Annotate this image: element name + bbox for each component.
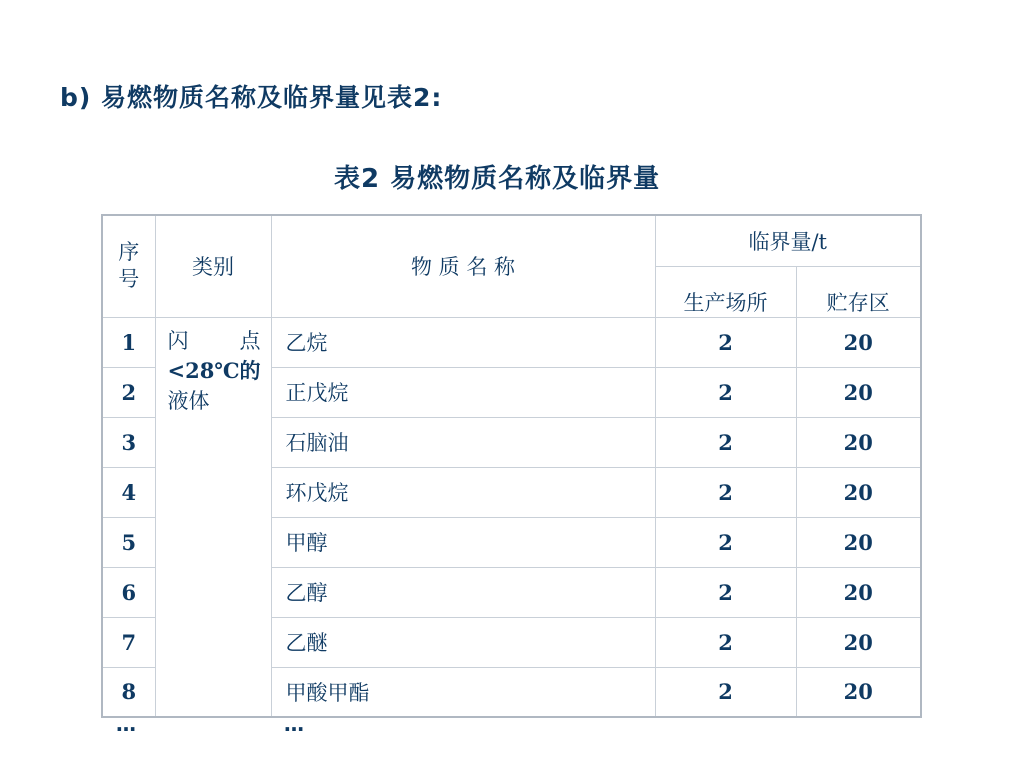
row-name: 石脑油 <box>271 417 655 467</box>
category-text-a: 闪 <box>167 328 189 353</box>
header-name: 物 质 名 称 <box>271 215 655 317</box>
row-name: 甲酸甲酯 <box>271 667 655 717</box>
ellipsis-no: … <box>116 712 137 736</box>
row-storage: 20 <box>796 367 921 417</box>
table-caption: 表2 易燃物质名称及临界量 <box>334 164 661 194</box>
header-no <box>102 215 155 317</box>
row-storage: 20 <box>796 467 921 517</box>
row-name: 乙醇 <box>271 567 655 617</box>
header-category: 类别 <box>155 215 271 317</box>
category-line1 <box>168 326 261 356</box>
row-name: 正戊烷 <box>271 367 655 417</box>
row-production: 2 <box>655 517 796 567</box>
row-production: 2 <box>655 417 796 467</box>
row-name: 甲醇 <box>271 517 655 567</box>
row-production: 2 <box>655 567 796 617</box>
category-line2: <28℃的 <box>167 357 261 383</box>
row-production: 2 <box>655 667 796 717</box>
category-text-b: 点 <box>239 328 261 353</box>
row-production: 2 <box>655 617 796 667</box>
category-cell <box>155 317 271 717</box>
row-production: 2 <box>655 317 796 367</box>
section-heading: b) 易燃物质名称及临界量见表2: <box>60 83 443 112</box>
row-no: 6 <box>102 567 155 617</box>
table-row <box>102 317 921 367</box>
category-line3: 液体 <box>167 388 210 413</box>
row-no: 4 <box>102 467 155 517</box>
row-production: 2 <box>655 367 796 417</box>
row-name: 环戊烷 <box>271 467 655 517</box>
row-no: 8 <box>102 667 155 717</box>
row-storage: 20 <box>796 567 921 617</box>
row-storage: 20 <box>796 617 921 667</box>
header-production: 生产场所 <box>655 266 796 317</box>
header-no-label: 序号 <box>118 240 140 292</box>
row-storage: 20 <box>796 517 921 567</box>
header-storage: 贮存区 <box>796 266 921 317</box>
row-production: 2 <box>655 467 796 517</box>
row-storage: 20 <box>796 317 921 367</box>
row-storage: 20 <box>796 417 921 467</box>
row-name: 乙醚 <box>271 617 655 667</box>
ellipsis-name: … <box>284 712 305 736</box>
row-no: 1 <box>102 317 155 367</box>
header-threshold: 临界量/t <box>655 215 921 266</box>
row-no: 2 <box>102 367 155 417</box>
row-no: 3 <box>102 417 155 467</box>
row-name: 乙烷 <box>271 317 655 367</box>
flammable-substances-table <box>101 214 922 718</box>
row-no: 7 <box>102 617 155 667</box>
row-no: 5 <box>102 517 155 567</box>
row-storage: 20 <box>796 667 921 717</box>
